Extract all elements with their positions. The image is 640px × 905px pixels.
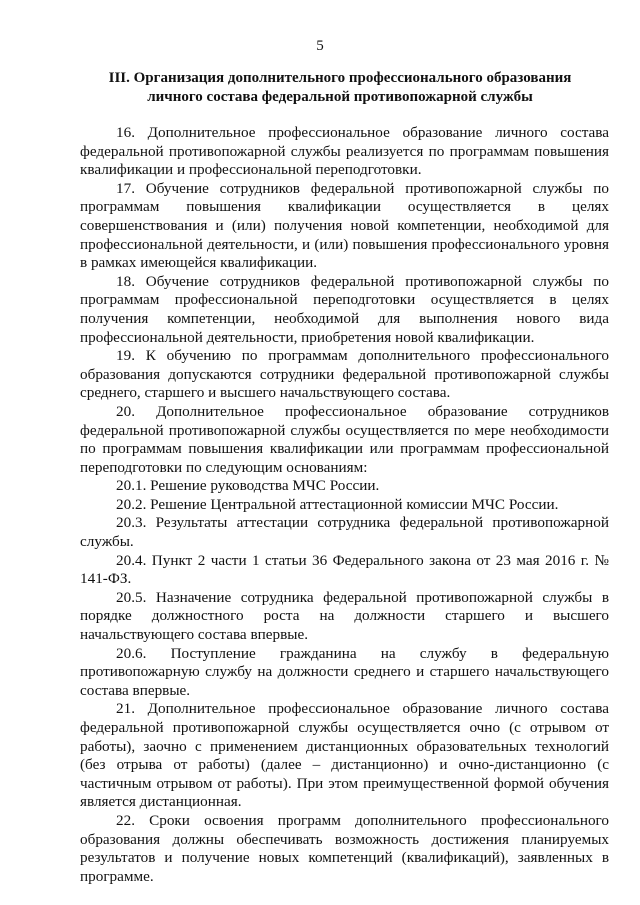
section-title-line-2: личного состава федеральной противопожарной службы — [147, 89, 533, 105]
paragraph-20-4: 20.4. Пункт 2 части 1 статьи 36 Федерального закона от 23 мая 2016 г. № 141-ФЗ. — [80, 551, 609, 588]
paragraph-20-1: 20.1. Решение руководства МЧС России. — [116, 477, 380, 495]
paragraph-17: 17. Обучение сотрудников федеральной противопожарной службы по программам повышения квалификации осуществляется в целях совершенствования и (или) получения новой компетенции, необходимой для профессиональной деятельности, и (или) повышения профессионального уровня в рамках имеющейся квалификации. — [80, 179, 609, 272]
paragraph-20: 20. Дополнительное профессиональное образование сотрудников федеральной противопожарной службы осуществляется по мере необходимости по программам повышения квалификации или программам профессиональной переподготовки по следующим основаниям: — [80, 402, 609, 476]
paragraph-20-3: 20.3. Результаты аттестации сотрудника федеральной противопожарной службы. — [80, 514, 609, 551]
paragraph-19: 19. К обучению по программам дополнительного профессионального образования допускаются сотрудники федеральной противопожарной службы среднего, старшего и высшего начальствующего состава. — [80, 347, 609, 402]
paragraph-21: 21. Дополнительное профессиональное образование личного состава федеральной противопожарной службы осуществляется очно (с отрывом от работы), заочно с применением дистанционных образовательных технологий (без отрыва от работы) (далее – дистанционно) и очно-дистанционно (с частичным отрывом от работы). При этом преимущественной формой обучения является дистанционная. — [80, 700, 609, 811]
section-title-line-1: III. Организация дополнительного профессионального образования — [108, 70, 572, 86]
document-body — [80, 124, 609, 886]
section-title — [80, 69, 600, 107]
page-number: 5 — [316, 38, 324, 54]
paragraph-22: 22. Сроки освоения программ дополнительного профессионального образования должны обеспечивать возможность достижения планируемых результатов и получение новых компетенций (квалификаций), заявленных в программе. — [80, 811, 609, 885]
paragraph-20-2: 20.2. Решение Центральной аттестационной комиссии МЧС России. — [116, 495, 559, 513]
paragraph-20-5: 20.5. Назначение сотрудника федеральной противопожарной службы в порядке должностного роста на должности старшего и высшего начальствующего состава впервые. — [80, 588, 609, 644]
paragraph-20-6: 20.6. Поступление гражданина на службу в федеральную противопожарную службу на должности среднего и старшего начальствующего состава впервые. — [80, 644, 609, 699]
paragraph-16: 16. Дополнительное профессиональное образование личного состава федеральной противопожарной службы реализуется по программам повышения квалификации и профессиональной переподготовки. — [80, 124, 609, 179]
paragraph-18: 18. Обучение сотрудников федеральной противопожарной службы по программам профессиональной переподготовки осуществляется в целях получения компетенции, необходимой для выполнения нового вида профессиональной деятельности, приобретения новой квалификации. — [80, 272, 609, 346]
